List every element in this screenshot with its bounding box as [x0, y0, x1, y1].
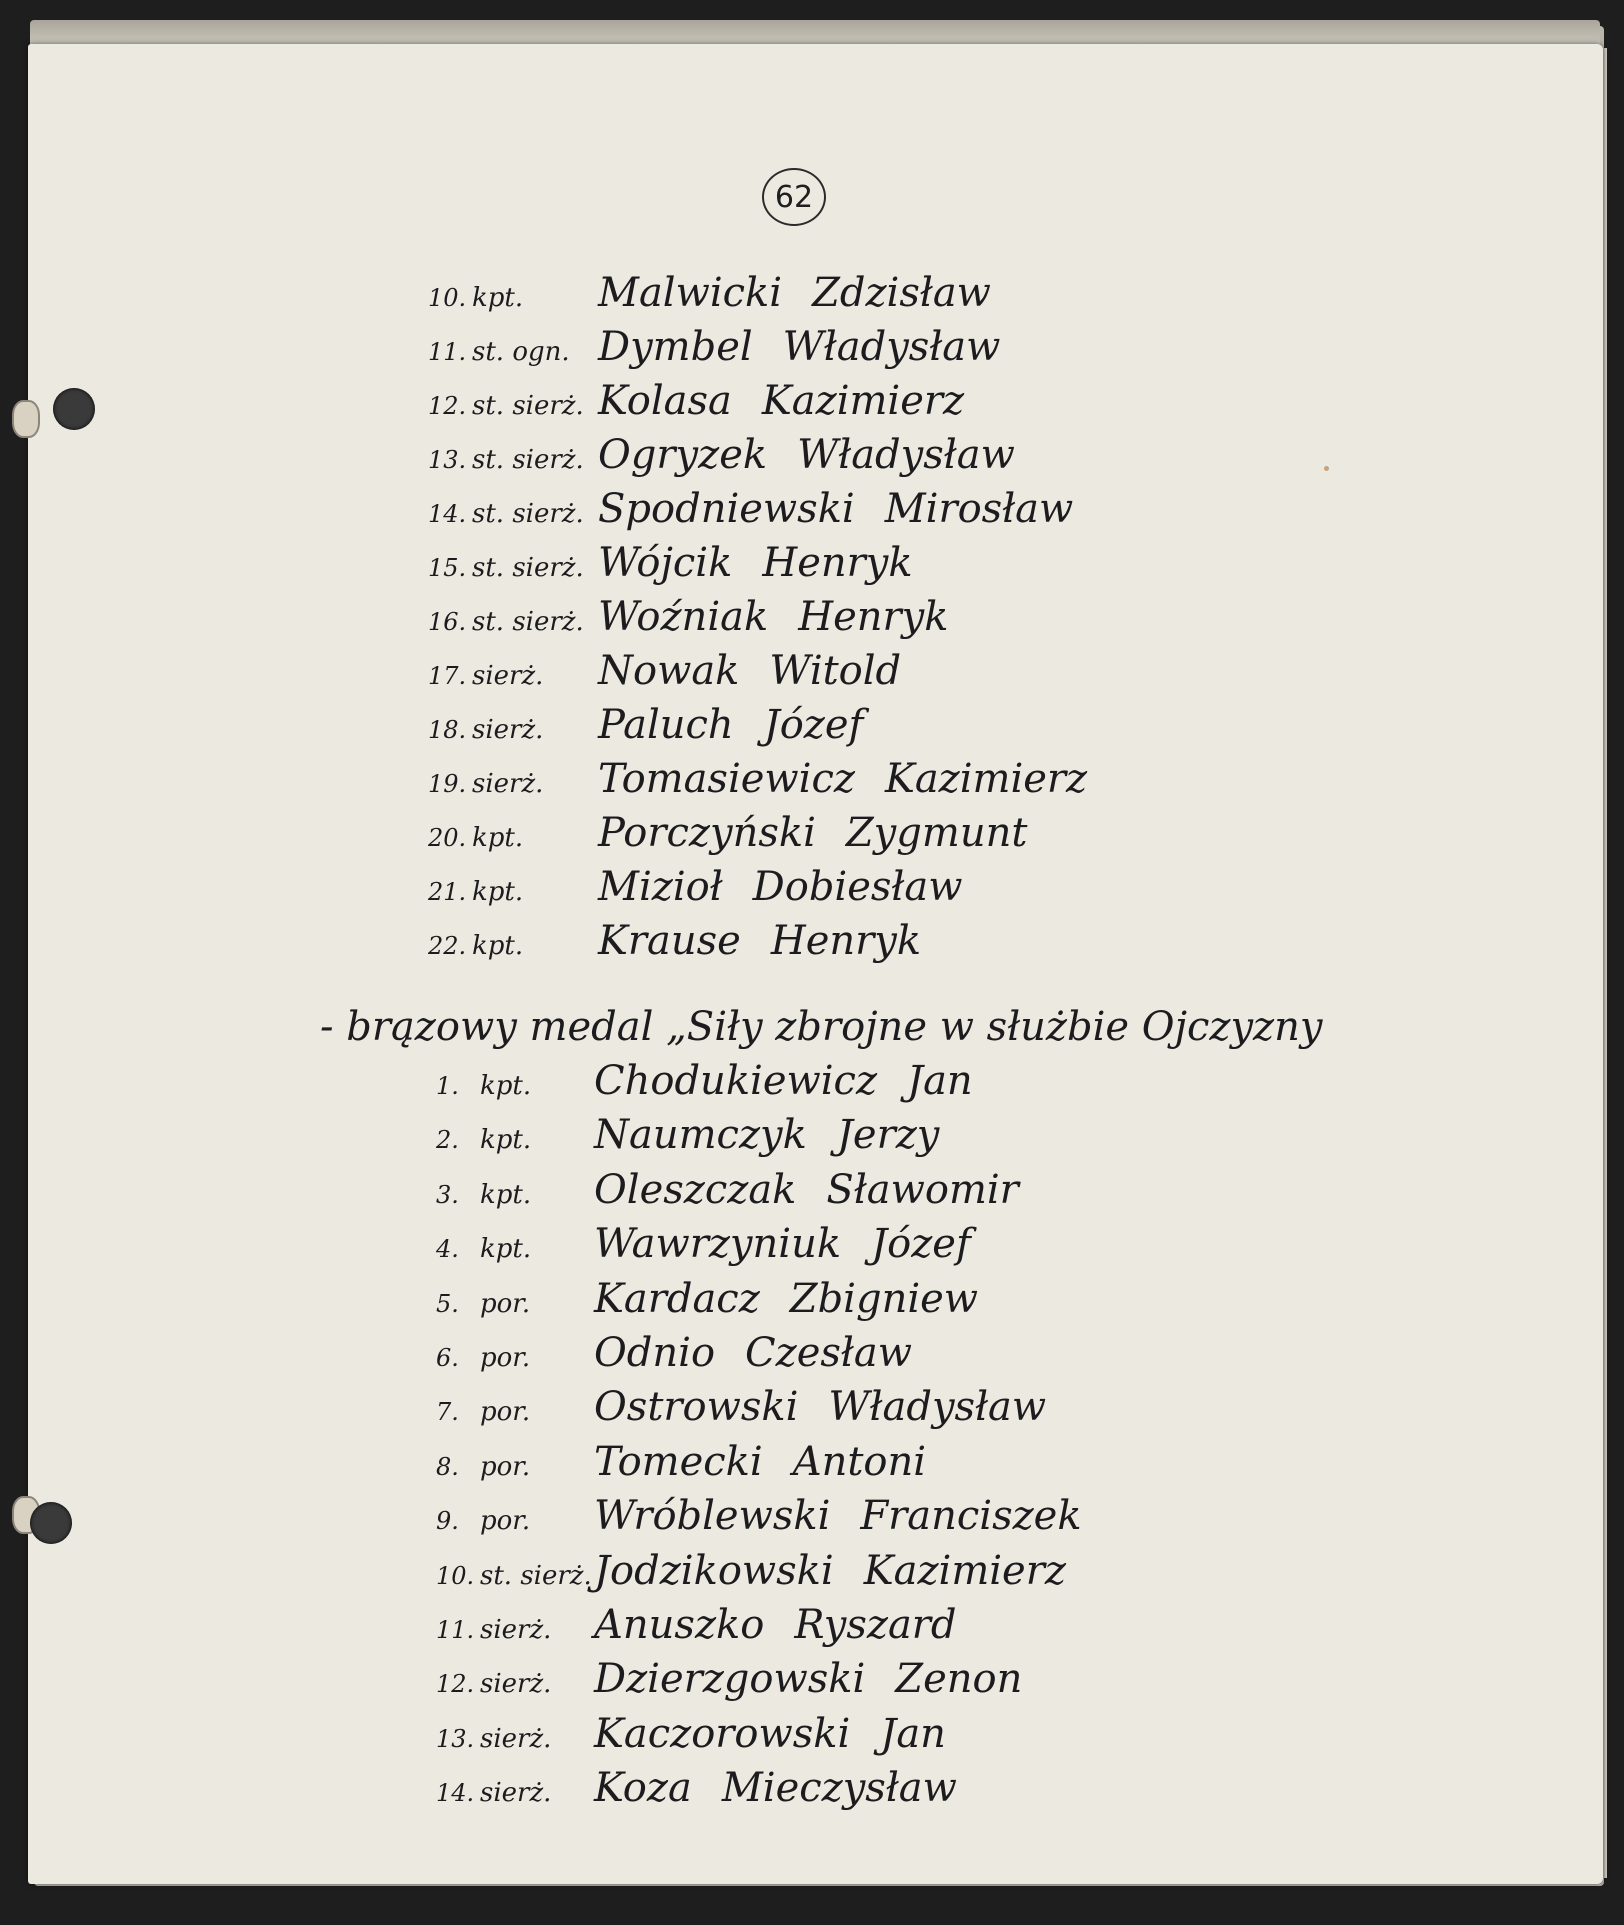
document-page [28, 44, 1603, 1884]
entry-surname: Tomasiewicz [598, 756, 855, 802]
entry-number: 13. [436, 1724, 475, 1753]
punch-hole-bottom [30, 1502, 72, 1544]
list-entry [428, 702, 863, 748]
entry-given-name: Józef [871, 1221, 971, 1268]
entry-given-name: Czesław [745, 1330, 912, 1376]
entry-number: 5. [436, 1289, 459, 1318]
entry-rank: kpt. [472, 283, 524, 313]
list-entry [436, 1112, 939, 1158]
entry-number: 19. [428, 770, 467, 798]
entry-given-name: Henryk [798, 594, 949, 640]
entry-rank: por. [480, 1451, 531, 1482]
entry-given-name: Witold [769, 648, 902, 694]
entry-given-name: Franciszek [860, 1493, 1082, 1540]
entry-given-name: Ryszard [794, 1602, 957, 1648]
entry-rank: por. [480, 1288, 531, 1319]
entry-number: 6. [436, 1344, 459, 1372]
list-entry [428, 432, 1015, 478]
entry-rank: por. [480, 1506, 531, 1537]
entry-number: 10. [436, 1561, 475, 1590]
list-entry [436, 1548, 1066, 1594]
entry-rank: sierż. [480, 1723, 552, 1754]
entry-rank: kpt. [480, 1234, 532, 1265]
entry-number: 12. [428, 392, 467, 420]
list-entry [428, 540, 913, 586]
entry-surname: Spodniewski [598, 486, 855, 532]
entry-rank: sierż. [480, 1615, 552, 1645]
entry-surname: Dzierzgowski [594, 1656, 866, 1703]
entry-surname: Nowak [598, 648, 740, 694]
list-entry [428, 918, 921, 964]
list-entry [428, 810, 1027, 856]
binder-ring-top [12, 400, 40, 438]
entry-rank: kpt. [480, 1071, 532, 1101]
ink-spot [1324, 466, 1329, 471]
list-entry [436, 1765, 957, 1811]
entry-number: 21. [428, 878, 467, 906]
list-entry [428, 756, 1087, 802]
punch-hole-top [53, 388, 95, 430]
list-entry [436, 1602, 957, 1648]
entry-rank: sierż. [472, 715, 544, 745]
list-entry [436, 1276, 978, 1322]
entry-rank: st. sierż. [480, 1560, 592, 1591]
entry-number: 9. [436, 1507, 459, 1536]
list-entry [428, 270, 991, 316]
entry-surname: Naumczyk [594, 1112, 807, 1159]
entry-surname: Krause [598, 918, 741, 964]
entry-surname: Kolasa [598, 378, 732, 424]
page-number: 62 [774, 179, 814, 215]
entry-given-name: Jan [880, 1710, 946, 1757]
entry-rank: kpt. [472, 877, 524, 907]
list-entry [436, 1330, 912, 1376]
entry-surname: Ostrowski [594, 1384, 799, 1431]
list-entry [436, 1058, 973, 1104]
entry-rank: st. sierż. [472, 553, 584, 583]
entry-given-name: Antoni [792, 1438, 927, 1485]
entry-surname: Jodzikowski [594, 1547, 834, 1594]
entry-surname: Koza [594, 1765, 692, 1812]
entry-rank: por. [480, 1343, 531, 1373]
entry-rank: sierż. [472, 769, 544, 799]
list-entry [436, 1439, 926, 1485]
entry-given-name: Kazimierz [884, 756, 1088, 802]
entry-surname: Porczyński [598, 810, 816, 856]
entry-number: 11. [436, 1616, 475, 1644]
entry-surname: Tomecki [594, 1438, 763, 1485]
list-entry [436, 1221, 971, 1267]
entry-given-name: Józef [763, 702, 864, 748]
entry-number: 10. [428, 284, 467, 312]
entry-given-name: Mieczysław [721, 1765, 957, 1812]
entry-given-name: Władysław [828, 1384, 1047, 1431]
entry-rank: sierż. [472, 661, 544, 691]
list-entry [436, 1167, 1019, 1213]
entry-number: 13. [428, 446, 467, 474]
entry-given-name: Zdzisław [812, 270, 991, 316]
list-entry [428, 486, 1073, 532]
entry-given-name: Władysław [782, 324, 1001, 370]
entry-surname: Wróblewski [594, 1493, 831, 1540]
entry-surname: Kaczorowski [594, 1710, 851, 1757]
list-entry [428, 324, 1000, 370]
entry-given-name: Zenon [895, 1656, 1023, 1703]
entry-rank: kpt. [472, 931, 524, 961]
list-entry [436, 1384, 1046, 1430]
entry-rank: kpt. [480, 1125, 532, 1156]
entry-number: 12. [436, 1670, 475, 1699]
entry-number: 4. [436, 1235, 459, 1264]
entry-surname: Dymbel [598, 324, 753, 370]
entry-given-name: Jerzy [836, 1112, 940, 1159]
entry-number: 14. [436, 1779, 475, 1808]
list-entry [428, 864, 962, 910]
entry-number: 8. [436, 1452, 459, 1481]
entry-given-name: Sławomir [826, 1166, 1019, 1213]
entry-surname: Woźniak [598, 594, 769, 640]
entry-number: 2. [436, 1126, 459, 1155]
entry-number: 17. [428, 662, 467, 690]
entry-given-name: Kazimierz [761, 378, 965, 424]
list-entry [436, 1493, 1082, 1539]
entry-given-name: Władysław [797, 432, 1015, 478]
entry-given-name: Zbigniew [789, 1275, 979, 1322]
entry-number: 1. [436, 1072, 459, 1100]
entry-rank: sierż. [480, 1778, 552, 1809]
entry-surname: Anuszko [594, 1602, 765, 1648]
entry-surname: Mizioł [598, 864, 723, 910]
entry-rank: st. sierż. [472, 499, 584, 529]
entry-surname: Malwicki [598, 270, 783, 316]
entry-rank: st. sierż. [472, 445, 584, 475]
entry-number: 15. [428, 554, 467, 582]
entry-surname: Chodukiewicz [594, 1058, 878, 1104]
entry-given-name: Henryk [770, 918, 922, 964]
entry-number: 18. [428, 716, 467, 744]
entry-number: 3. [436, 1180, 459, 1209]
entry-number: 16. [428, 608, 467, 636]
list-entry [436, 1656, 1022, 1702]
entry-rank: st. sierż. [472, 391, 584, 421]
list-entry [428, 594, 948, 640]
list-entry [436, 1711, 946, 1757]
entry-number: 22. [428, 932, 467, 960]
entry-rank: kpt. [480, 1179, 532, 1210]
entry-number: 20. [428, 824, 467, 852]
entry-number: 14. [428, 500, 467, 528]
entry-number: 11. [428, 338, 467, 366]
entry-rank: st. sierż. [472, 607, 584, 637]
entry-surname: Wójcik [598, 540, 733, 586]
entry-surname: Odnio [594, 1330, 716, 1376]
entry-surname: Kardacz [594, 1275, 760, 1322]
page-number-circle [762, 168, 826, 226]
entry-number: 7. [436, 1398, 459, 1427]
list-entry [428, 648, 901, 694]
entry-given-name: Kazimierz [863, 1547, 1066, 1594]
entry-rank: sierż. [480, 1669, 552, 1700]
entry-surname: Paluch [598, 702, 734, 748]
entry-surname: Ogryzek [598, 432, 768, 478]
entry-rank: st. ogn. [472, 337, 570, 367]
medal-heading: - brązowy medal „Siły zbrojne w służbie Ojczyzny [320, 1004, 1323, 1050]
entry-given-name: Zygmunt [845, 810, 1028, 856]
entry-rank: por. [480, 1397, 531, 1428]
entry-given-name: Jan [907, 1058, 973, 1104]
list-entry [428, 378, 964, 424]
entry-given-name: Henryk [762, 540, 913, 586]
entry-surname: Wawrzyniuk [594, 1221, 842, 1268]
entry-surname: Oleszczak [594, 1166, 797, 1213]
entry-given-name: Mirosław [884, 486, 1074, 532]
entry-rank: kpt. [472, 823, 524, 853]
entry-given-name: Dobiesław [752, 864, 963, 910]
